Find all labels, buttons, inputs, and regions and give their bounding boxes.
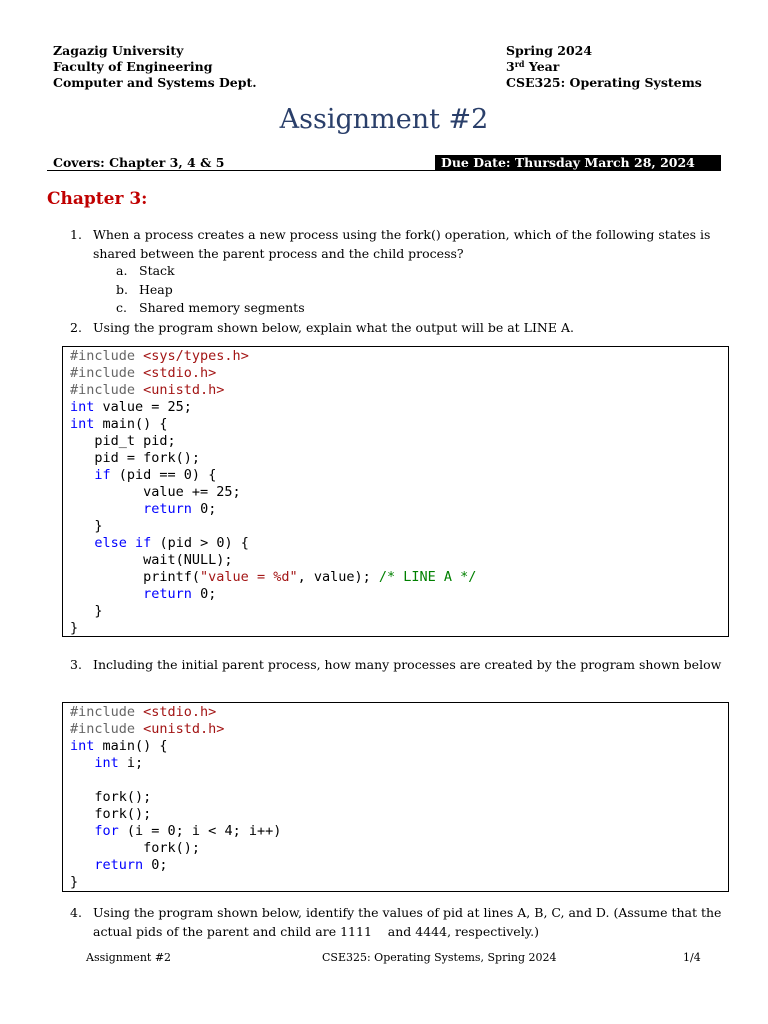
code-line <box>70 806 721 823</box>
code-token: main() { <box>94 416 168 432</box>
code-token: #include <box>70 365 144 381</box>
question-text: When a process creates a new process using the fork() operation, which of the following states is shared between the parent process and the child process? <box>93 227 711 261</box>
code-token: int <box>70 738 95 754</box>
course-name: CSE325: Operating Systems <box>506 75 702 90</box>
code-line <box>70 501 721 518</box>
footer-assignment: Assignment #2 <box>86 951 172 964</box>
course-header <box>506 43 702 91</box>
option-letter: c. <box>116 300 127 315</box>
covers-text: Covers: Chapter 3, 4 & 5 <box>53 155 225 170</box>
code-token <box>127 535 135 551</box>
code-token: int <box>94 755 119 771</box>
code-token <box>70 857 94 873</box>
option-b <box>116 281 173 300</box>
code-line <box>70 789 721 806</box>
code-line <box>70 348 721 365</box>
code-token: if <box>94 467 111 483</box>
code-token: } <box>70 874 79 890</box>
option-text: Heap <box>139 282 173 297</box>
code-line <box>70 416 721 433</box>
code-line <box>70 552 721 569</box>
code-line <box>70 823 721 840</box>
code-token: else <box>94 535 127 551</box>
code-token: wait(NULL); <box>70 552 233 568</box>
university-header <box>53 43 257 91</box>
code-token: <unistd.h> <box>143 721 225 737</box>
option-text: Shared memory segments <box>139 300 305 315</box>
code-token: } <box>70 603 103 619</box>
code-token: (pid > 0) { <box>151 535 249 551</box>
code-token: "value = %d" <box>200 569 298 585</box>
option-letter: a. <box>116 263 128 278</box>
code-token <box>70 535 94 551</box>
code-line <box>70 450 721 467</box>
code-line <box>70 433 721 450</box>
code-line <box>70 874 721 891</box>
code-line <box>70 738 721 755</box>
code-token <box>70 586 143 602</box>
question-1 <box>70 225 725 263</box>
code-line <box>70 467 721 484</box>
code-line <box>70 840 721 857</box>
code-token: fork(); <box>70 840 201 856</box>
option-c <box>116 299 305 318</box>
code-token: } <box>70 620 79 636</box>
code-token: (i = 0; i < 4; i++) <box>118 823 282 839</box>
code-line <box>70 518 721 535</box>
code-token: return <box>143 586 192 602</box>
option-a <box>116 262 175 281</box>
code-token: pid = fork(); <box>70 450 201 466</box>
term: Spring 2024 <box>506 43 593 58</box>
question-number: 1. <box>70 227 82 242</box>
year-number: 3 <box>506 59 515 74</box>
code-token: return <box>94 857 144 873</box>
code-token: #include <box>70 721 144 737</box>
code-line <box>70 586 721 603</box>
faculty-name: Faculty of Engineering <box>53 59 213 74</box>
code-token: 0; <box>191 586 217 602</box>
code-token: for <box>94 823 119 839</box>
code-token: printf( <box>70 569 201 585</box>
question-text: Using the program shown below, identify the values of pid at lines A, B, C, and D. (Assume that the actual pids of the parent and child are 1111 and 4444, respectively.) <box>93 905 726 939</box>
code-block-2 <box>62 702 729 892</box>
code-line <box>70 620 721 637</box>
university-name: Zagazig University <box>53 43 184 58</box>
code-token <box>70 823 94 839</box>
code-token <box>70 501 143 517</box>
code-line <box>70 569 721 586</box>
code-token: fork(); <box>70 789 152 805</box>
code-token: pid_t pid; <box>70 433 176 449</box>
code-line <box>70 857 721 874</box>
code-token: value = 25; <box>94 399 192 415</box>
question-text: Including the initial parent process, how many processes are created by the program shown below <box>93 657 722 672</box>
code-line <box>70 721 721 738</box>
code-token: 0; <box>191 501 217 517</box>
code-token: i; <box>118 755 144 771</box>
code-token <box>70 467 94 483</box>
code-token: /* LINE A */ <box>378 569 477 585</box>
code-line <box>70 365 721 382</box>
year-level <box>506 59 702 75</box>
question-3 <box>70 655 725 674</box>
code-token: #include <box>70 348 144 364</box>
covers-bar <box>47 155 721 171</box>
code-line <box>70 382 721 399</box>
code-token: , value); <box>297 569 379 585</box>
chapter-heading: Chapter 3: <box>47 189 148 209</box>
question-number: 2. <box>70 320 82 335</box>
code-token: <unistd.h> <box>143 382 225 398</box>
page-title: Assignment #2 <box>279 104 489 135</box>
code-token: #include <box>70 382 144 398</box>
year-word: Year <box>524 59 560 74</box>
code-token: value += 25; <box>70 484 241 500</box>
option-letter: b. <box>116 282 128 297</box>
code-line <box>70 704 721 721</box>
code-token: fork(); <box>70 806 152 822</box>
question-text: Using the program shown below, explain what the output will be at LINE A. <box>93 320 574 335</box>
code-line <box>70 772 721 789</box>
code-token: <stdio.h> <box>143 365 217 381</box>
question-number: 4. <box>70 905 82 920</box>
code-line <box>70 484 721 501</box>
question-2 <box>70 318 725 337</box>
code-token: main() { <box>94 738 168 754</box>
year-suffix: rd <box>514 59 525 69</box>
question-number: 3. <box>70 657 82 672</box>
code-token: #include <box>70 704 144 720</box>
code-token: } <box>70 518 103 534</box>
code-token: (pid == 0) { <box>110 467 217 483</box>
code-block-1 <box>62 346 729 637</box>
code-token: int <box>70 416 95 432</box>
code-token: if <box>135 535 152 551</box>
code-token: 0; <box>143 857 168 873</box>
code-token <box>70 755 94 771</box>
due-date-banner: Due Date: Thursday March 28, 2024 <box>435 155 721 171</box>
code-line <box>70 535 721 552</box>
code-token: return <box>143 501 192 517</box>
code-token: <stdio.h> <box>143 704 217 720</box>
code-line <box>70 755 721 772</box>
code-line <box>70 399 721 416</box>
option-text: Stack <box>139 263 175 278</box>
code-token: int <box>70 399 95 415</box>
footer-course: CSE325: Operating Systems, Spring 2024 <box>322 951 557 964</box>
question-4 <box>70 903 725 941</box>
code-token: <sys/types.h> <box>143 348 249 364</box>
code-line <box>70 603 721 620</box>
department-name: Computer and Systems Dept. <box>53 75 257 90</box>
footer-page-number: 1/4 <box>683 951 701 964</box>
